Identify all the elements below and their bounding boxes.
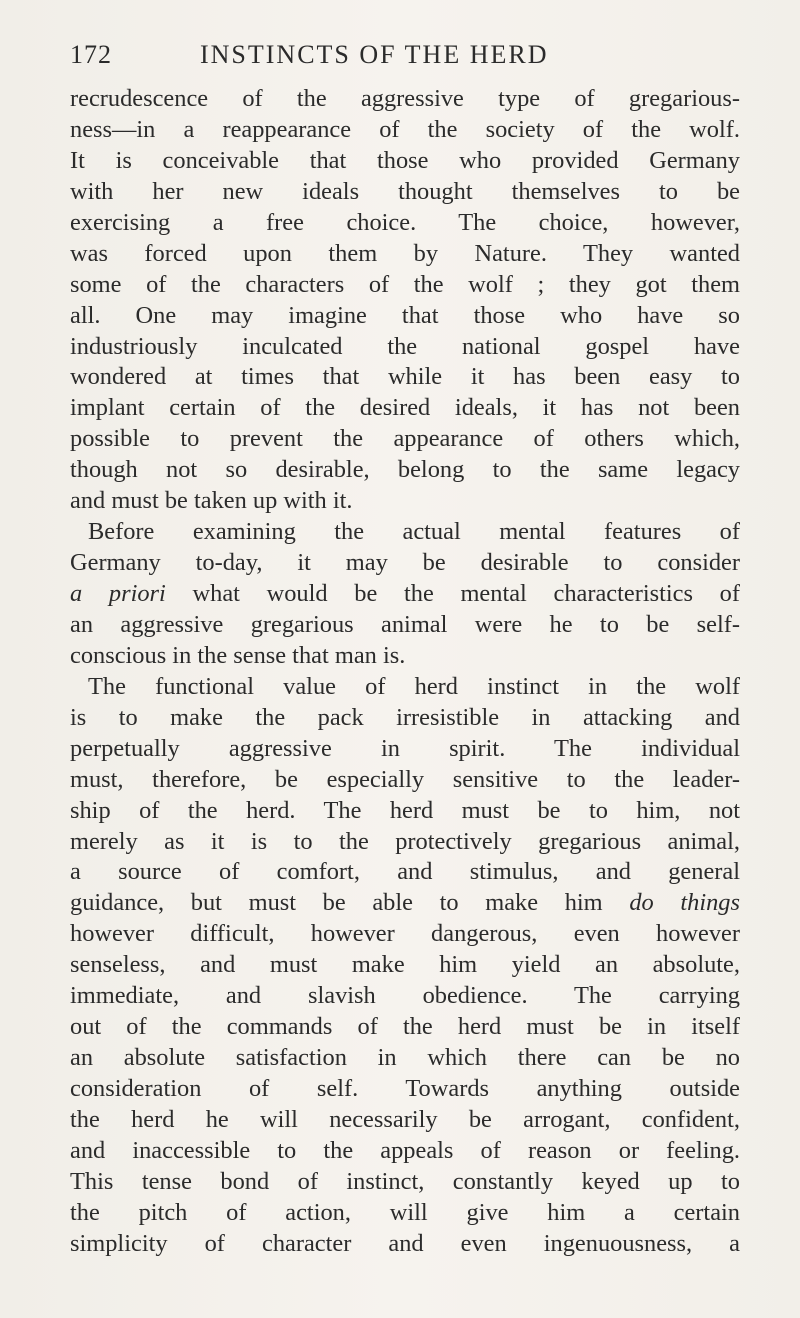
text-line: the pitch of action, will give him a certain [70,1198,740,1226]
text-line: recrudescence of the aggressive type of gregarious- [70,85,740,112]
text-line: and must be taken up with it. [70,487,353,515]
running-title: INSTINCTS OF THE HERD [200,40,549,69]
text-line: wondered at times that while it has been easy to [70,363,740,391]
text-line: however difficult, however dangerous, even however [70,920,740,948]
text-line: is to make the pack irresistible in attacking and [70,703,740,731]
text-line: though not so desirable, belong to the same legacy [70,456,740,484]
text-line: Germany to-day, it may be desirable to consider [70,549,740,577]
italic-do-things: do things [629,889,740,917]
text-line: an absolute satisfaction in which there can be no [70,1044,740,1072]
text-line: was forced upon them by Nature. They wanted [70,239,740,267]
text-line: ship of the herd. The herd must be to him, not [70,796,740,824]
text-fragment: guidance, but must be able to make him [70,889,603,917]
text-line: senseless, and must make him yield an absolute, [70,951,740,979]
text-line: some of the characters of the wolf ; they got them [70,270,740,298]
text-line: all. One may imagine that those who have so [70,301,740,329]
italic-priori: priori [108,580,166,607]
running-head [70,40,730,80]
text-line: exercising a free choice. The choice, however, [70,208,740,236]
text-line: and inaccessible to the appeals of reason or feeling. [70,1136,740,1164]
text-line: conscious in the sense that man is. [70,641,406,669]
text-line: consideration of self. Towards anything outside [70,1075,740,1102]
text-line: the herd he will necessarily be arrogant, confident, [70,1105,740,1133]
text-line: The functional value of herd instinct in the wolf [88,672,740,700]
text-line: with her new ideals thought themselves to be [70,177,740,205]
italic-a: a [70,580,83,607]
text-line: Before examining the actual mental features of [88,518,740,546]
text-line: merely as it is to the protectively gregarious animal, [70,827,740,855]
text-line: simplicity of character and even ingenuousness, a [70,1229,740,1257]
text-line: an aggressive gregarious animal were he to be self- [70,610,740,638]
text-line: This tense bond of instinct, constantly keyed up to [70,1167,740,1195]
text-line: must, therefore, be especially sensitive to the leader- [70,765,740,793]
text-line: ness—in a reappearance of the society of the wolf. [70,115,740,143]
text-line: out of the commands of the herd must be in itself [70,1013,740,1041]
text-line: implant certain of the desired ideals, it has not been [70,394,740,422]
text-line-with-italic [70,579,740,610]
text-line: a source of comfort, and stimulus, and general [70,858,740,886]
body-text [70,84,740,1260]
text-fragment: what would be the mental characteristics of [192,580,740,607]
text-line: immediate, and slavish obedience. The carrying [70,982,740,1010]
text-line: possible to prevent the appearance of others which, [70,425,740,453]
text-line-with-italic [70,888,740,919]
text-line: perpetually aggressive in spirit. The individual [70,734,740,762]
text-line: It is conceivable that those who provided Germany [70,146,740,174]
page-number: 172 [70,40,112,69]
text-line: industriously inculcated the national gospel have [70,332,740,360]
